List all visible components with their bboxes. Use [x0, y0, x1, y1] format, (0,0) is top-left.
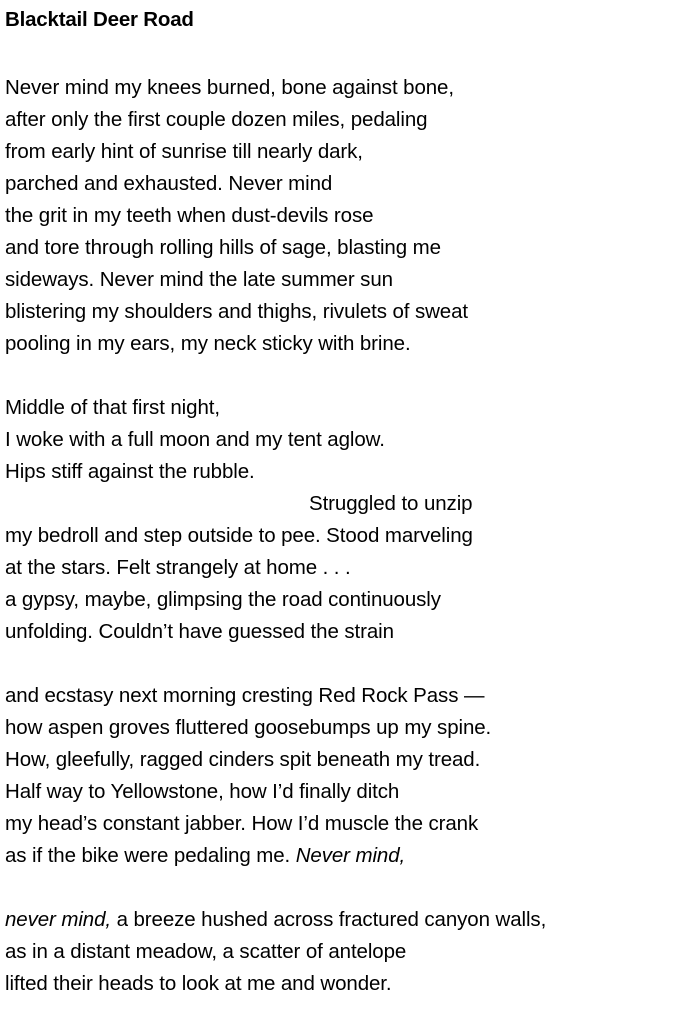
poem-line: my head’s constant jabber. How I’d muscle the crank: [5, 812, 479, 835]
poem-line-italic-segment: Never mind,: [295, 844, 406, 867]
poem-line: after only the first couple dozen miles, pedaling: [5, 108, 428, 131]
stanza-3: [5, 680, 677, 872]
poem-line: Hips stiff against the rubble.: [5, 460, 255, 483]
poem-line: Half way to Yellowstone, how I’d finally ditch: [5, 780, 400, 803]
poem-line: I woke with a full moon and my tent aglow.: [5, 428, 385, 451]
stanza-2: [5, 392, 677, 648]
poem-page: [5, 6, 677, 1000]
poem-line-mixed: [5, 840, 677, 872]
poem-line: and tore through rolling hills of sage, blasting me: [5, 236, 441, 259]
poem-line: and ecstasy next morning cresting Red Rock Pass —: [5, 684, 485, 707]
poem-line: a gypsy, maybe, glimpsing the road continuously: [5, 588, 441, 611]
poem-line: Middle of that first night,: [5, 396, 220, 419]
poem-line: from early hint of sunrise till nearly dark,: [5, 140, 363, 163]
poem-line: at the stars. Felt strangely at home . . .: [5, 556, 351, 579]
poem-line: How, gleefully, ragged cinders spit beneath my tread.: [5, 748, 481, 771]
poem-title: Blacktail Deer Road: [5, 8, 194, 31]
title-spacer: [5, 34, 677, 72]
poem-line-indented: Struggled to unzip: [309, 492, 473, 515]
poem-line: sideways. Never mind the late summer sun: [5, 268, 393, 291]
poem-line: unfolding. Couldn’t have guessed the strain: [5, 620, 394, 643]
poem-line: lifted their heads to look at me and wonder.: [5, 972, 392, 995]
poem-line: blistering my shoulders and thighs, rivulets of sweat: [5, 300, 469, 323]
poem-line: Never mind my knees burned, bone against bone,: [5, 76, 454, 99]
poem-line-italic-segment: never mind,: [5, 908, 112, 931]
poem-line: the grit in my teeth when dust-devils rose: [5, 204, 374, 227]
poem-line: pooling in my ears, my neck sticky with brine.: [5, 332, 411, 355]
poem-line-mixed: [5, 904, 677, 936]
poem-line: my bedroll and step outside to pee. Stood marveling: [5, 524, 473, 547]
poem-line: as in a distant meadow, a scatter of antelope: [5, 940, 407, 963]
stanza-4: [5, 904, 677, 1000]
poem-line-segment: as if the bike were pedaling me.: [5, 844, 296, 867]
poem-line: how aspen groves fluttered goosebumps up my spine.: [5, 716, 492, 739]
poem-line: parched and exhausted. Never mind: [5, 172, 333, 195]
poem-line-segment: a breeze hushed across fractured canyon walls,: [111, 908, 547, 931]
stanza-1: [5, 72, 677, 360]
